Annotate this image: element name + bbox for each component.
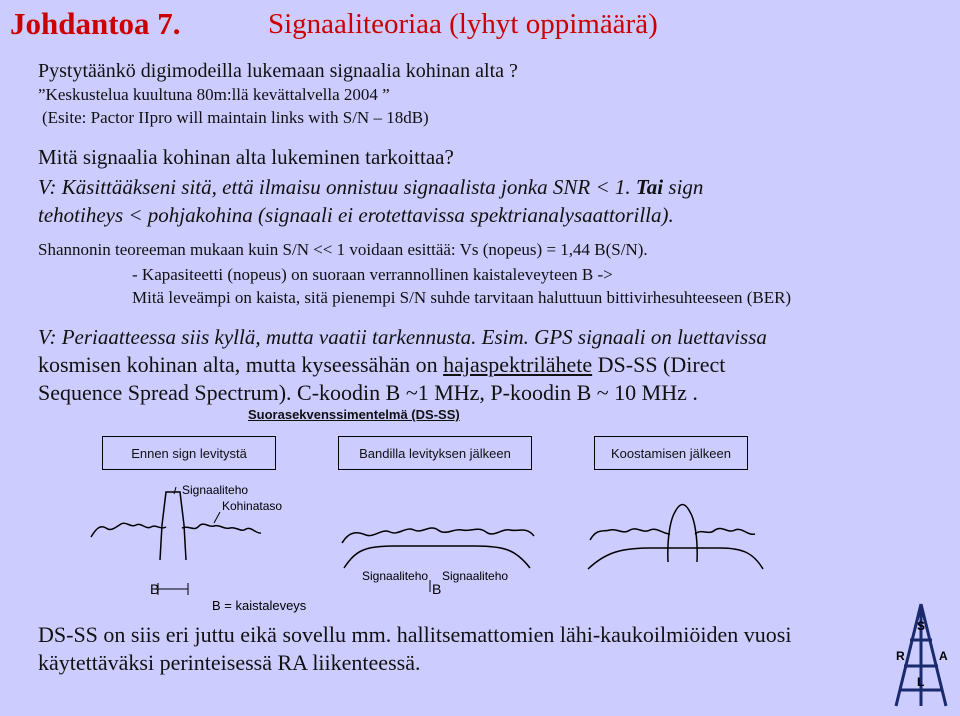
box-after-despread: [594, 436, 748, 470]
quote-2: (Esite: Pactor IIpro will maintain links with S/N – 18dB): [42, 108, 429, 127]
noise-floor-left: [91, 523, 166, 537]
answer-2-line-1: V: Periaatteessa siis kyllä, mutta vaatii tarkennusta. Esim. GPS signaali on luettavissa: [38, 325, 767, 349]
spread-spectrum-link: hajaspektrilähete: [443, 352, 593, 377]
logo-letter-r: R: [896, 649, 905, 663]
sral-logo: [886, 600, 956, 712]
noise-label: Kohinataso: [222, 499, 283, 513]
narrow-signal-peak: [160, 492, 186, 560]
capacity-line: - Kapasiteetti (nopeus) on suoraan verrannollinen kaistaleveyteen B ->: [132, 265, 613, 284]
shannon-line: Shannonin teoreeman mukaan kuin S/N << 1 voidaan esittää: Vs (nopeus) = 1,44 B(S/N).: [38, 240, 648, 259]
signal-label-2: Signaaliteho: [362, 569, 429, 583]
conclusion-line-1: DS-SS on siis eri juttu eikä sovellu mm. hallitsemattomien lähi-kaukoilmiöiden vuosi: [38, 622, 792, 647]
noise-pointer: [214, 512, 220, 523]
noise-floor-right: [182, 524, 261, 533]
logo-letter-s: S: [917, 619, 926, 633]
signal-label-3: Signaaliteho: [442, 569, 509, 583]
answer-2-post: DS-SS (Direct: [592, 352, 726, 377]
despread-signal-peak: [668, 505, 697, 563]
answer-2-line-2: [38, 352, 725, 378]
panel-despread: [588, 505, 763, 570]
logo-letter-a: A: [939, 649, 948, 663]
signal-label: Signaaliteho: [182, 483, 249, 497]
box-before-spread: [102, 436, 276, 470]
answer-2-pre: kosmisen kohinan alta, mutta kyseessähän on: [38, 352, 438, 377]
answer-1-post: sign: [668, 175, 704, 199]
noise-floor-despread-right: [695, 528, 755, 534]
answer-2-line-3: Sequence Spread Spectrum). C-koodin B ~1 MHz, P-koodin B ~ 10 MHz .: [38, 380, 698, 405]
logo-letter-l: L: [917, 675, 925, 689]
spread-signal: [344, 546, 530, 568]
b-label-2: B: [432, 581, 442, 597]
noise-floor-despread-left: [590, 529, 670, 540]
question-1: Pystytäänkö digimodeilla lukemaan signaalia kohinan alta ?: [38, 60, 518, 82]
b-label: B: [150, 581, 160, 597]
noise-floor-middle: [342, 528, 534, 543]
answer-1-pre: V: Käsittääkseni sitä, että ilmaisu onnistuu signaalista jonka SNR < 1.: [38, 175, 631, 199]
answer-1-line-2: tehotiheys < pohjakohina (signaali ei erotettavissa spektrianalysaattorilla).: [38, 203, 674, 227]
box-after-spread: [338, 436, 532, 470]
spectrum-diagram: [0, 470, 960, 620]
diagram-heading: Suorasekvenssimentelmä (DS-SS): [248, 407, 460, 422]
quote-1: ”Keskustelua kuultuna 80m:llä kevättalvella 2004 ”: [38, 85, 390, 104]
box-after-spread-label: Bandilla levityksen jälkeen: [359, 445, 511, 461]
spread-noise-bump: [588, 548, 763, 569]
box-after-despread-label: Koostamisen jälkeen: [611, 445, 731, 461]
answer-1-bold: Tai: [635, 175, 664, 199]
conclusion-line-2: käytettäväksi perinteisessä RA liikenteessä.: [38, 650, 421, 675]
answer-1-line-1: [38, 175, 703, 200]
wider-line: Mitä leveämpi on kaista, sitä pienempi S/N suhde tarvitaan haluttuun bittivirhesuhteeseen (BER): [132, 288, 792, 307]
box-before-spread-label: Ennen sign levitystä: [131, 445, 247, 461]
question-2: Mitä signaalia kohinan alta lukeminen tarkoittaa?: [38, 145, 454, 169]
b-caption: B = kaistaleveys: [212, 598, 307, 613]
title-right: Signaaliteoriaa (lyhyt oppimäärä): [268, 8, 658, 40]
title-left: Johdantoa 7.: [10, 6, 181, 41]
panel-after: [342, 528, 534, 568]
signal-pointer: [174, 487, 176, 494]
